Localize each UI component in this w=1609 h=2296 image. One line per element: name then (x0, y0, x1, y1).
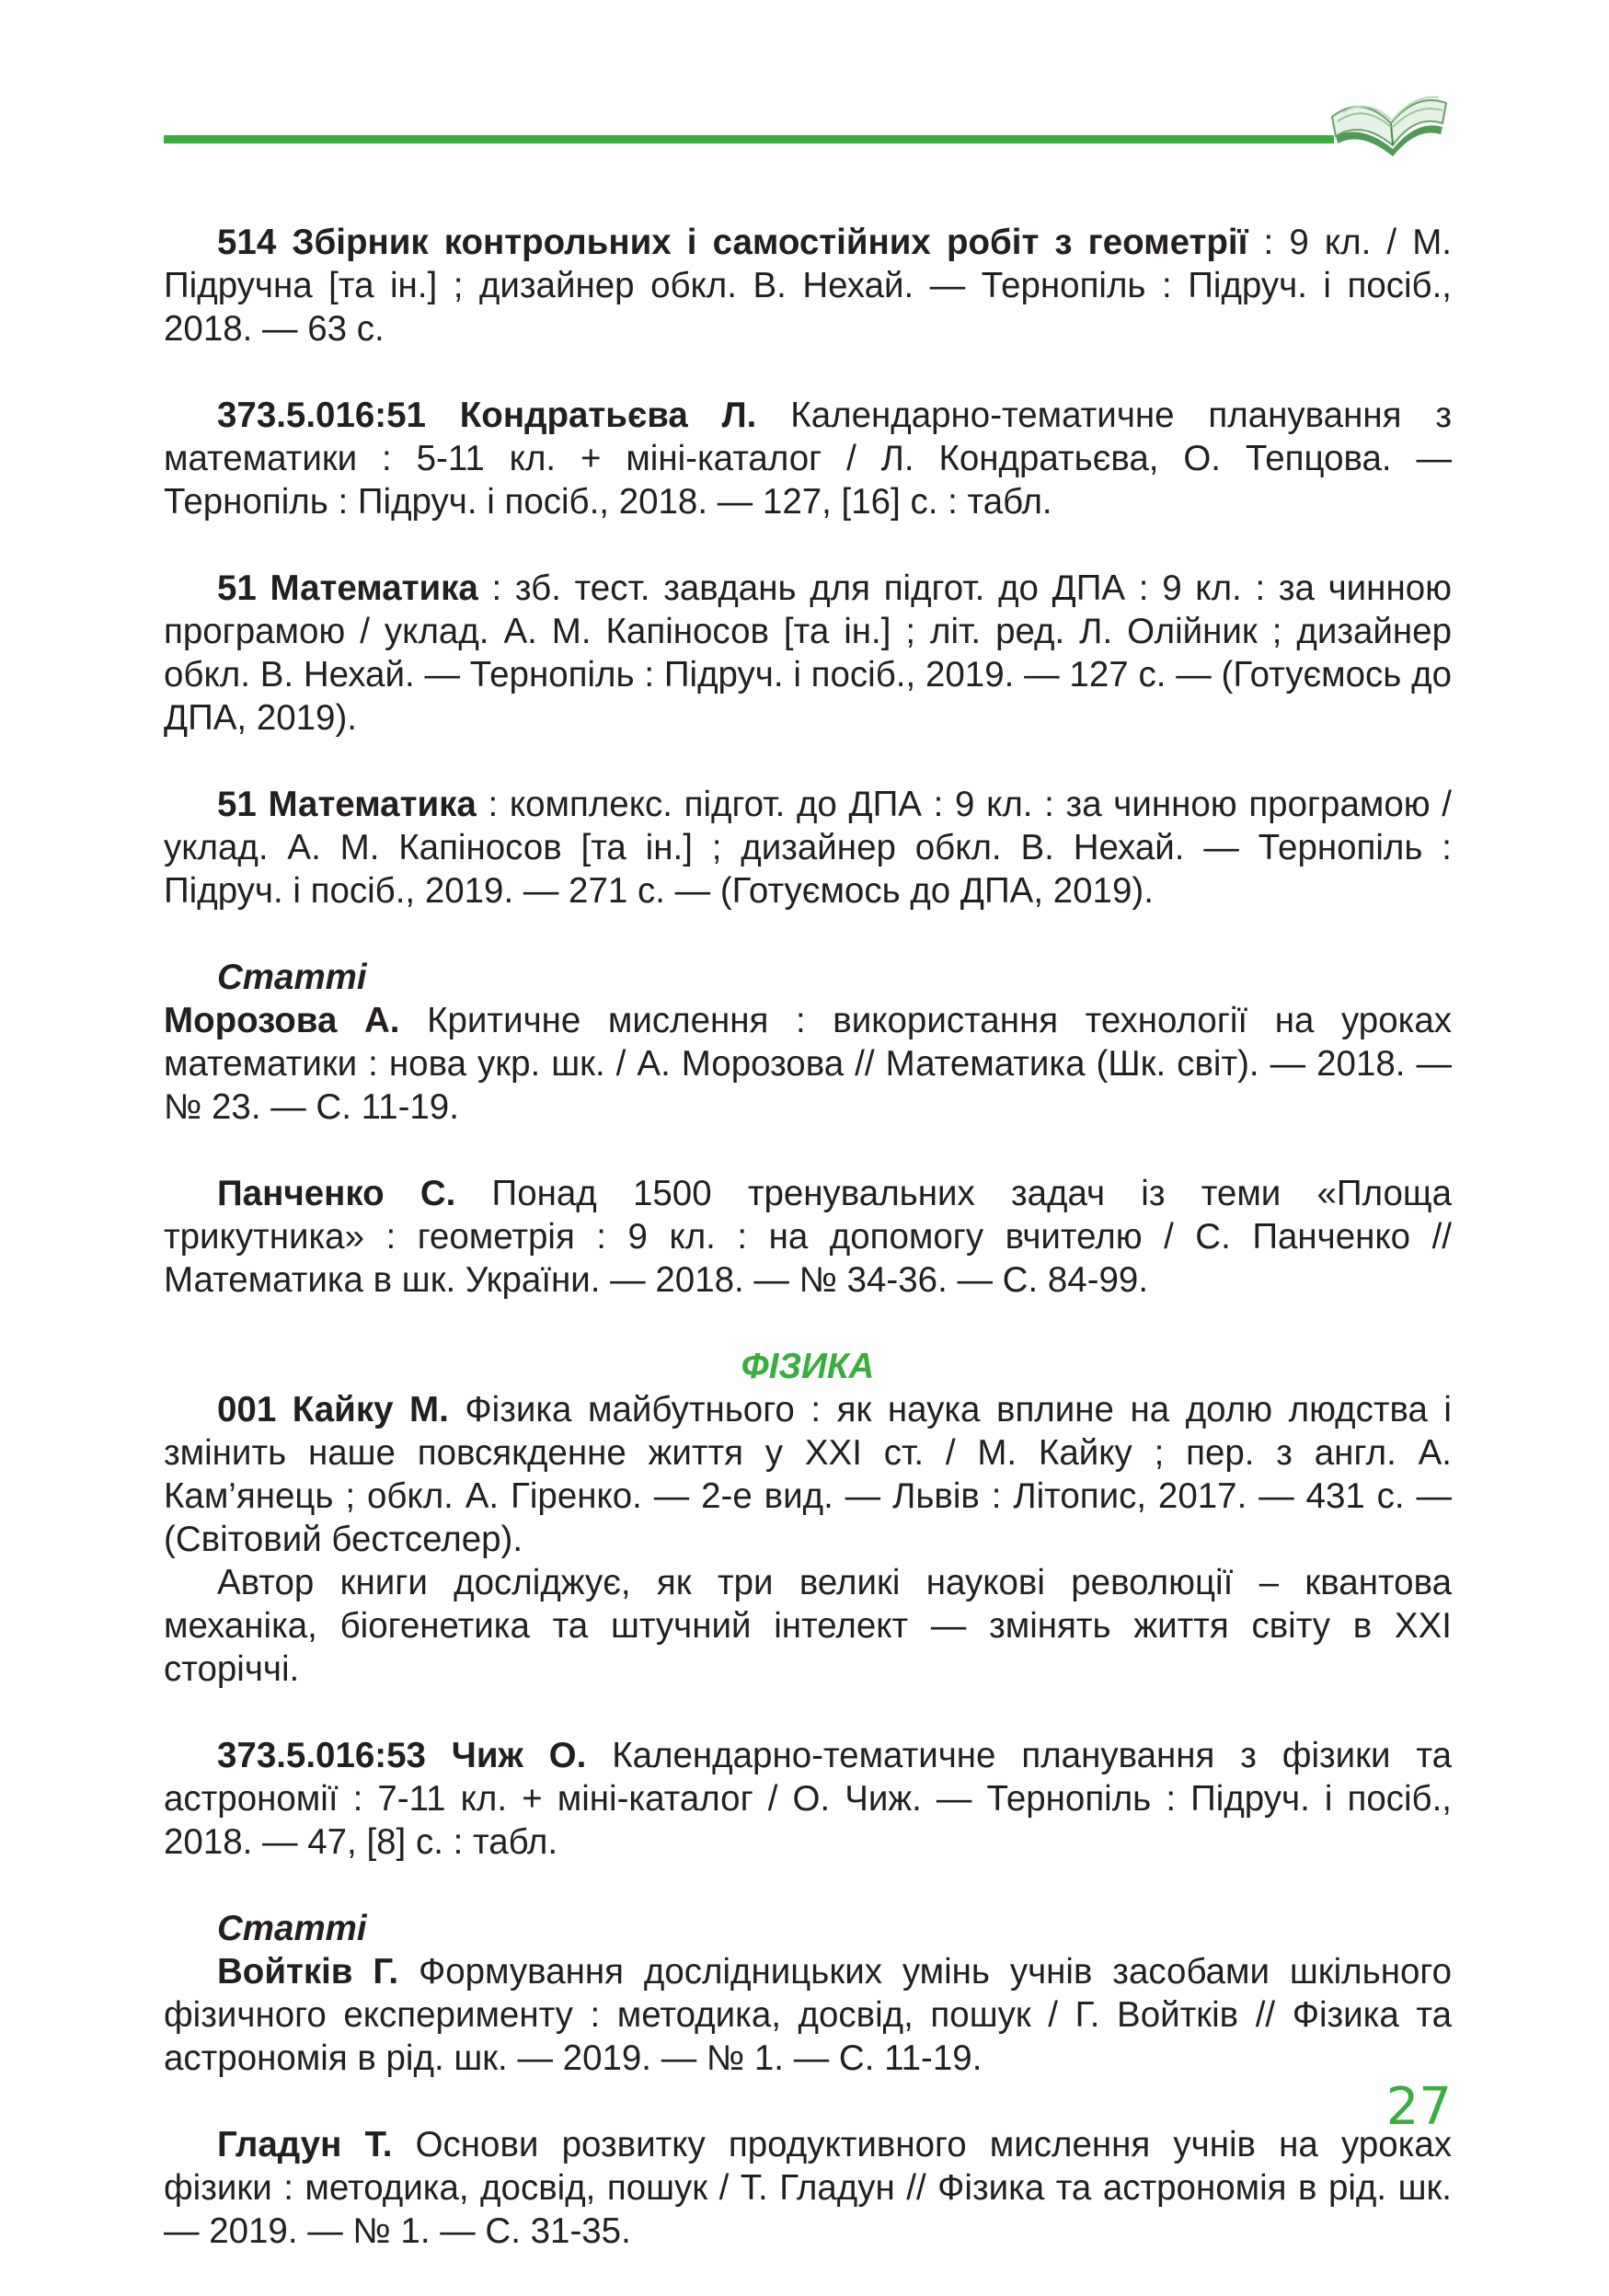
article-details: Понад 1500 тренувальних задач із теми «Площа трикутника» : геометрія : 9 кл. : на допомогу вчителю / С. Панченко // Математика в шк. України. — 2018. — № 34-36. — С. 84-99. (164, 1174, 1452, 1300)
header-rule (164, 135, 1334, 144)
entry-title: 51 Математика (217, 785, 477, 824)
entry-details: Фізика майбутнього : як наука вплине на долю людства і змінить наше повсякденне життя у XXI ст. / М. Кайку ; пер. з англ. А. Кам’янець ; обкл. А. Гіренко. — 2-е вид. — Львів : Літопис, 2017. — 431 с. — (Світовий бестселер). (164, 1390, 1452, 1559)
entry-details: : зб. тест. завдань для підгот. до ДПА : 9 кл. : за чинною програмою / уклад. А. М. Капіносов [та ін.] ; літ. ред. Л. Олійник ; дизайнер обкл. В. Нехай. — Тернопіль : Підруч. і посіб., 2019. — 127 с. — (Готуємось до ДПА, 2019). (164, 568, 1452, 738)
bibliography (164, 221, 1452, 2296)
article-author: Панченко С. (217, 1174, 456, 1213)
article-panchenko (164, 1172, 1452, 1302)
entry-title: 373.5.016:51 Кондратьєва Л. (217, 396, 757, 435)
article-hladun (164, 2123, 1452, 2253)
entry-math-dpa-complex (164, 783, 1452, 913)
entry-kaku (164, 1388, 1452, 1561)
page-number: 27 (1385, 2077, 1452, 2137)
open-book-icon (1325, 66, 1449, 167)
entry-details: : 9 кл. / М. Підручна [та ін.] ; дизайнер обкл. В. Нехай. — Тернопіль : Підруч. і посіб., 2018. — 63 с. (164, 223, 1452, 349)
article-author: Войтків Г. (217, 1952, 399, 1992)
article-morozova (164, 999, 1452, 1129)
articles-subheading: Статті (217, 958, 367, 997)
entry-geometry-tests (164, 221, 1452, 350)
entry-details: : комплекс. підгот. до ДПА : 9 кл. : за чинною програмою / уклад. А. М. Капіносов [та ін.] ; дизайнер обкл. В. Нехай. — Тернопіль : Підруч. і посіб., 2019. — 271 с. — (Готуємось до ДПА, 2019). (164, 785, 1452, 911)
article-author: Морозова А. (164, 1001, 400, 1040)
entry-chyzh (164, 1734, 1452, 1864)
entry-title: 51 Математика (217, 568, 478, 608)
article-details: Формування дослідницьких умінь учнів засобами шкільного фізичного експерименту : методика, досвід, пошук / Г. Войтків // Фізика та астрономія в рід. шк. — 2019. — № 1. — С. 11-19. (164, 1952, 1452, 2078)
entry-title: 373.5.016:53 Чиж О. (217, 1736, 587, 1775)
entry-kaku-annotation: Автор книги досліджує, як три великі наукові революції – квантова механіка, біогенетика та штучний інтелект — змінять життя світу в XXI сторіччі. (164, 1563, 1452, 1689)
entry-details: Календарно-тематичне планування з математики : 5-11 кл. + міні-каталог / Л. Кондратьєва, О. Тепцова. — Тернопіль : Підруч. і посіб., 2018. — 127, [16] с. : табл. (164, 396, 1452, 522)
entry-details: Календарно-тематичне планування з фізики та астрономії : 7-11 кл. + міні-каталог / О. Чиж. — Тернопіль : Підруч. і посіб., 2018. — 47, [8] с. : табл. (164, 1736, 1452, 1862)
article-author: Гладун Т. (217, 2125, 393, 2164)
article-details: Критичне мислення : використання технології на уроках математики : нова укр. шк. / А. Морозова // Математика (Шк. світ). — 2018. — № 23. — С. 11-19. (164, 1001, 1452, 1127)
section-title-physics: ФІЗИКА (741, 1347, 875, 1386)
article-voitkiv (164, 1950, 1452, 2080)
entry-title: 514 Збірник контрольних і самостійних робіт з геометрії (217, 223, 1248, 262)
entry-kondratieva (164, 394, 1452, 523)
article-details: Основи розвитку продуктивного мислення учнів на уроках фізики : методика, досвід, пошук / Т. Гладун // Фізика та астрономія в рід. шк. — 2019. — № 1. — С. 31-35. (164, 2125, 1453, 2251)
articles-subheading: Статті (217, 1909, 367, 1948)
entry-math-dpa-tests (164, 567, 1452, 740)
entry-title: 001 Кайку М. (217, 1390, 449, 1429)
